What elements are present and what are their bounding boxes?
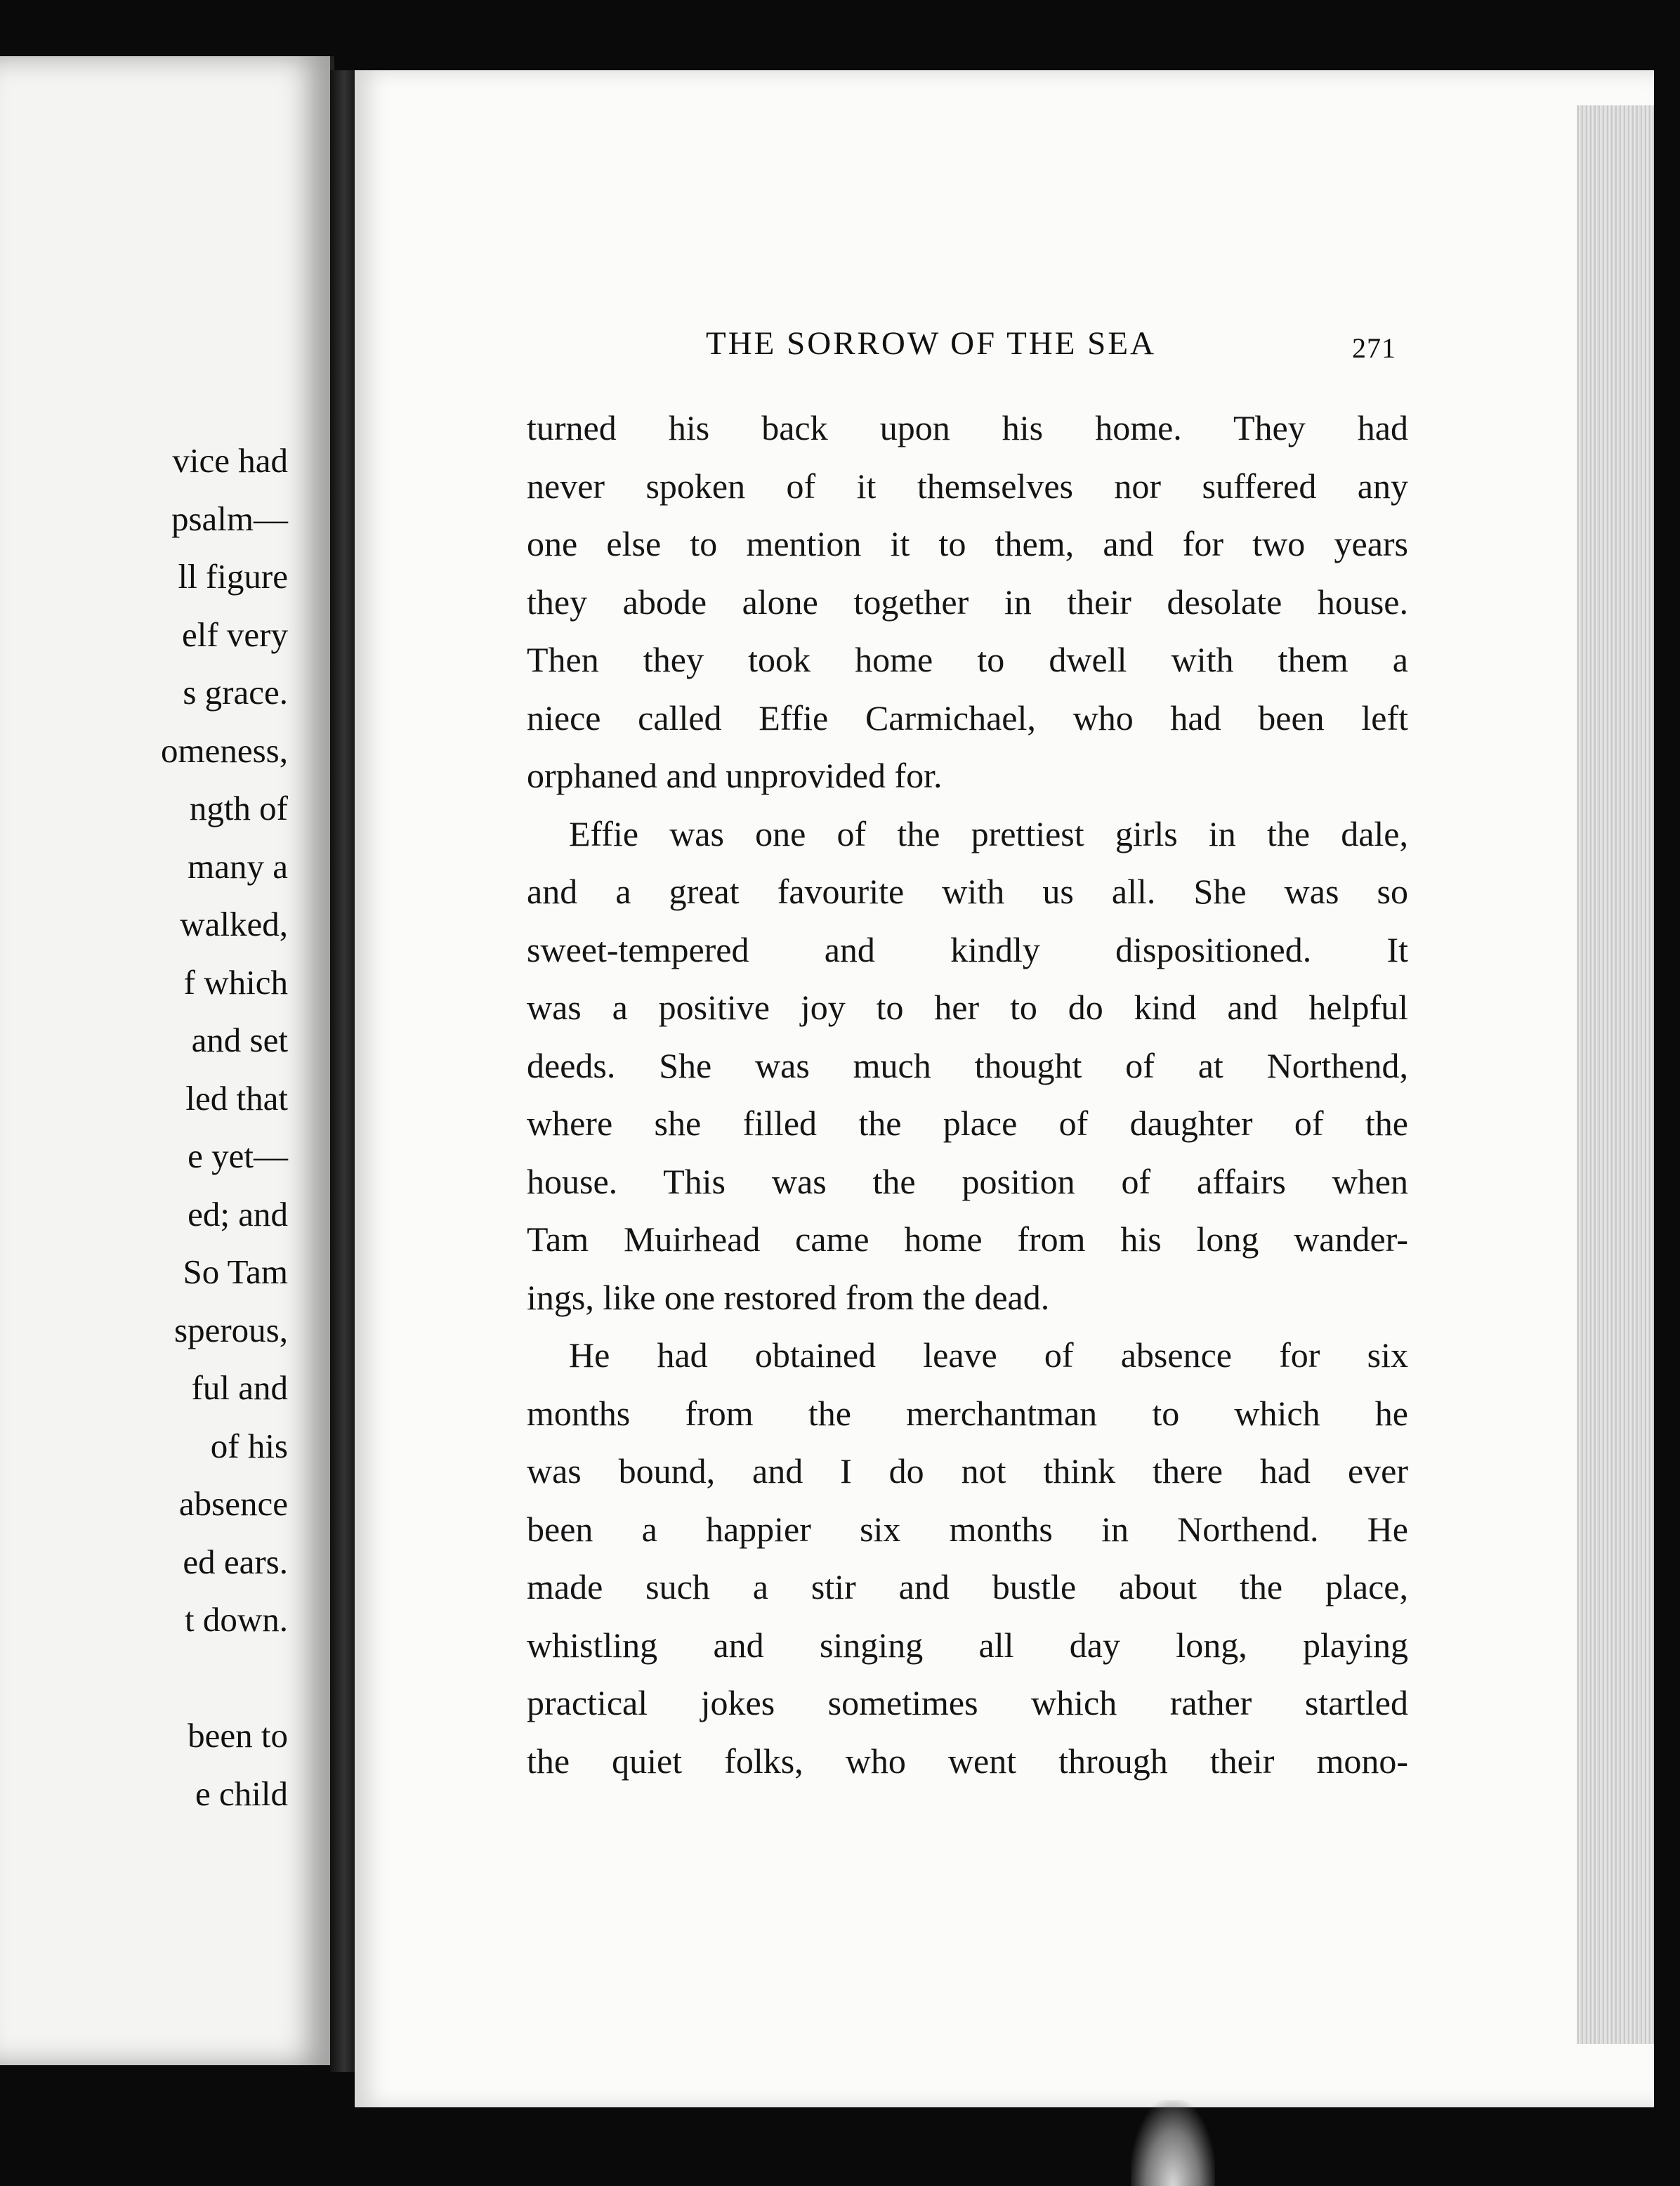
text-line: niece called Effie Carmichael, who had been left xyxy=(527,698,1408,738)
running-header xyxy=(706,325,1408,362)
text-line: Then they took home to dwell with them a xyxy=(527,640,1408,679)
text-line: ings, like one restored from the dead. xyxy=(527,1277,1050,1317)
left-page xyxy=(0,56,334,2065)
left-line: So Tam xyxy=(183,1252,288,1291)
left-line: walked, xyxy=(180,905,288,943)
text-line: He had obtained leave of absence for six xyxy=(569,1335,1408,1375)
text-line: turned his back upon his home. They had xyxy=(527,408,1408,447)
text-line: deeds. She was much thought of at Northend, xyxy=(527,1045,1408,1085)
right-page-text xyxy=(527,399,1408,1790)
left-line xyxy=(161,1649,288,1708)
left-line: ed; and xyxy=(188,1194,288,1233)
left-line: s grace. xyxy=(183,673,288,712)
left-line: been to xyxy=(188,1716,288,1755)
left-line: ll figure xyxy=(178,557,288,596)
text-line: one else to mention it to them, and for two years xyxy=(527,524,1408,563)
page-edges xyxy=(1577,105,1654,2044)
left-line: t down. xyxy=(185,1600,288,1639)
scanner-glare xyxy=(1131,2100,1215,2186)
text-line: been a happier six months in Northend. He xyxy=(527,1509,1408,1549)
left-line: vice had xyxy=(172,441,288,480)
text-line: Tam Muirhead came home from his long wander- xyxy=(527,1219,1408,1259)
left-page-text xyxy=(161,432,288,1823)
text-line: the quiet folks, who went through their mono- xyxy=(527,1741,1408,1781)
left-line: many a xyxy=(188,846,288,886)
text-line: and a great favourite with us all. She was so xyxy=(527,872,1408,911)
left-line: psalm— xyxy=(171,499,288,538)
text-line: whistling and singing all day long, playing xyxy=(527,1625,1408,1665)
text-line: practical jokes sometimes which rather startled xyxy=(527,1683,1408,1722)
text-line: where she filled the place of daughter of the xyxy=(527,1104,1408,1143)
text-line: orphaned and unprovided for. xyxy=(527,756,943,795)
text-line: was a positive joy to her to do kind and helpful xyxy=(527,988,1408,1027)
page-number: 271 xyxy=(1352,332,1396,364)
left-line: elf very xyxy=(182,615,288,654)
left-line: led that xyxy=(185,1078,288,1118)
left-line: ngth of xyxy=(189,789,288,827)
left-line: absence xyxy=(178,1484,288,1523)
text-line: months from the merchantman to which he xyxy=(527,1393,1408,1433)
left-line: ed ears. xyxy=(183,1542,288,1581)
left-line: omeness, xyxy=(161,731,288,770)
left-line: of his xyxy=(210,1426,288,1465)
left-line: ful and xyxy=(191,1368,288,1407)
text-line: house. This was the position of affairs when xyxy=(527,1161,1408,1201)
text-line: sweet-tempered and kindly dispositioned. It xyxy=(527,929,1408,969)
running-title: THE SORROW OF THE SEA xyxy=(706,325,1156,362)
left-line: f which xyxy=(183,962,288,1002)
left-line: sperous, xyxy=(174,1310,288,1349)
book-gutter xyxy=(330,70,358,2072)
text-line: Effie was one of the prettiest girls in the dale, xyxy=(569,813,1408,853)
left-line: e yet— xyxy=(188,1137,288,1175)
text-line: never spoken of it themselves nor suffered any xyxy=(527,466,1408,506)
left-line: and set xyxy=(191,1021,288,1059)
left-line: e child xyxy=(195,1774,288,1813)
text-line: made such a stir and bustle about the place, xyxy=(527,1567,1408,1606)
text-line: they abode alone together in their desolate house. xyxy=(527,582,1408,622)
text-line: was bound, and I do not think there had ever xyxy=(527,1451,1408,1491)
